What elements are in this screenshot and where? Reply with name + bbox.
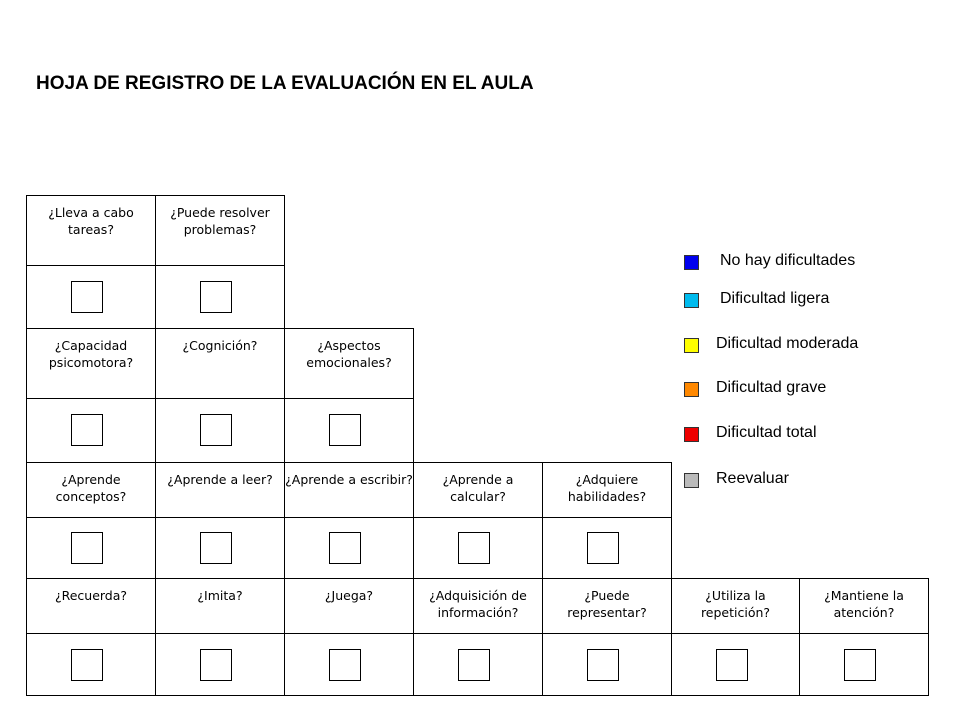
question-cell	[284, 578, 413, 633]
question-label: ¿Imita?	[197, 588, 243, 603]
question-label: ¿Capacidad psicomotora?	[48, 338, 134, 370]
legend-label: Dificultad total	[716, 424, 817, 441]
page-title: HOJA DE REGISTRO DE LA EVALUACIÓN EN EL AULA	[36, 73, 534, 94]
question-cell	[26, 578, 155, 633]
question-cell	[26, 462, 155, 517]
legend-label: No hay dificultades	[720, 252, 856, 269]
question-label: ¿Utiliza la repetición?	[700, 588, 771, 620]
question-cell	[26, 195, 155, 265]
question-label: ¿Aspectos emocionales?	[306, 338, 392, 370]
question-cell	[413, 462, 542, 517]
question-cell	[155, 462, 284, 517]
rating-box[interactable]	[200, 414, 232, 446]
legend-color-swatch	[684, 255, 699, 270]
legend-label: Reevaluar	[716, 470, 789, 487]
question-cell	[155, 328, 284, 398]
rating-box[interactable]	[329, 414, 361, 446]
rating-box[interactable]	[587, 532, 619, 564]
question-label: ¿Cognición?	[182, 338, 258, 353]
question-cell	[799, 578, 929, 633]
question-label: ¿Aprende a leer?	[167, 472, 273, 487]
question-label: ¿Aprende a escribir?	[285, 472, 413, 487]
question-cell	[542, 462, 672, 517]
legend-color-swatch	[684, 427, 699, 442]
question-label: ¿Recuerda?	[54, 588, 128, 603]
rating-box[interactable]	[844, 649, 876, 681]
question-label: ¿Puede resolver problemas?	[170, 205, 270, 237]
question-cell	[284, 462, 413, 517]
question-label: ¿Juega?	[324, 588, 374, 603]
rating-box[interactable]	[458, 649, 490, 681]
legend-color-swatch	[684, 293, 699, 308]
rating-box[interactable]	[329, 649, 361, 681]
question-label: ¿Aprende conceptos?	[55, 472, 127, 504]
rating-box[interactable]	[329, 532, 361, 564]
question-cell	[413, 578, 542, 633]
legend-color-swatch	[684, 338, 699, 353]
rating-box[interactable]	[71, 649, 103, 681]
question-label: ¿Puede representar?	[567, 588, 647, 620]
question-cell	[542, 578, 671, 633]
legend-color-swatch	[684, 382, 699, 397]
question-cell	[155, 578, 284, 633]
question-label: ¿Lleva a cabo tareas?	[48, 205, 134, 237]
legend-label: Dificultad ligera	[720, 290, 830, 307]
question-cell	[671, 578, 799, 633]
rating-box[interactable]	[458, 532, 490, 564]
legend-label: Dificultad grave	[716, 379, 827, 396]
question-label: ¿Aprende a calcular?	[442, 472, 514, 504]
rating-box[interactable]	[200, 532, 232, 564]
question-label: ¿Adquiere habilidades?	[567, 472, 647, 504]
rating-box[interactable]	[587, 649, 619, 681]
rating-box[interactable]	[200, 649, 232, 681]
rating-box[interactable]	[716, 649, 748, 681]
legend-label: Dificultad moderada	[716, 335, 859, 352]
rating-box[interactable]	[71, 281, 103, 313]
question-cell	[284, 328, 414, 398]
rating-box[interactable]	[200, 281, 232, 313]
rating-box[interactable]	[71, 532, 103, 564]
question-cell	[155, 195, 285, 265]
question-cell	[26, 328, 155, 398]
legend-color-swatch	[684, 473, 699, 488]
question-label: ¿Mantiene la atención?	[824, 588, 904, 620]
rating-box[interactable]	[71, 414, 103, 446]
question-label: ¿Adquisición de información?	[429, 588, 527, 620]
